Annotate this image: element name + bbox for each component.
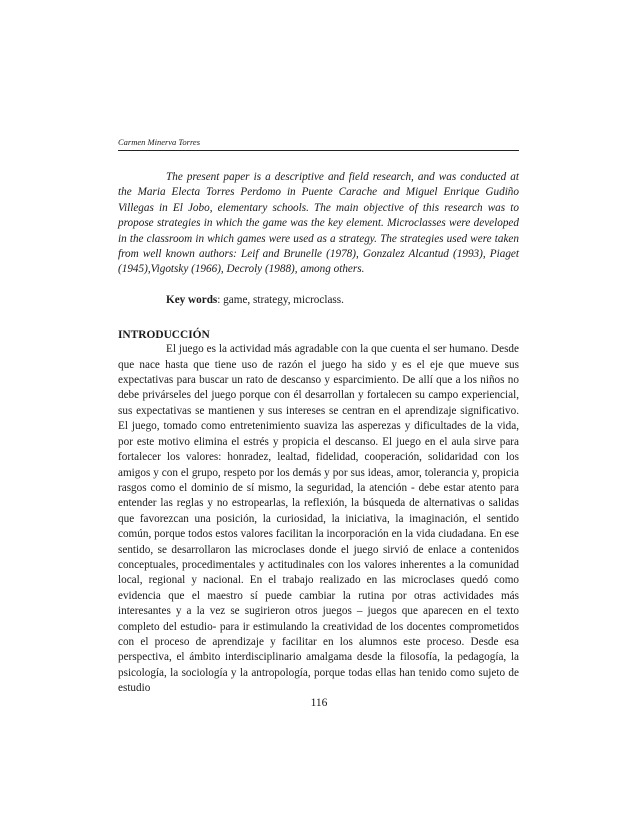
keywords-line [118,293,519,308]
page-content [118,170,519,697]
section-heading: INTRODUCCIÓN [118,329,210,342]
running-author: Carmen Minerva Torres [118,137,201,147]
running-header [118,137,519,151]
abstract-paragraph: The present paper is a descriptive and field research, and was conducted at the Maria Electa Torres Perdomo in Puente Carache and Miguel Enrique Gudiño Villegas in El Jobo, elementary schools. The main objective of this research was to propose strategies in which the game was the key element. Microclasses were developed in the classroom in which games were used as a strategy. The strategies used were taken from well known authors: Leif and Brunelle (1978), Gonzalez Alcantud (1993), Piaget (1945),Vigotsky (1966), Decroly (1988), among others. [118,171,519,276]
keywords-text: : game, strategy, microclass. [217,293,344,306]
keywords-label: Key words [166,293,218,306]
body-paragraph: El juego es la actividad más agradable con la que cuenta el ser humano. Desde que nace hasta que tiene uso de razón el juego ha sido y es el eje que mueve sus expectativas para buscar un rato de descanso y esparcimiento. De allí que a los niños no debe privárseles del juego porque con él desarrollan y fortalecen su campo experiencial, sus expectativas se mantienen y sus intereses se centran en el aprendizaje significativo. El juego, tomado como entretenimiento suaviza las asperezas y dificultades de la vida, por este motivo elimina el estrés y propicia el descanso. El juego en el aula sirve para fortalecer los valores: honradez, lealtad, fidelidad, cooperación, solidaridad con los amigos y con el grupo, respeto por los demás y por sus ideas, amor, tolerancia y, propicia rasgos como el dominio de sí mismo, la seguridad, la atención - debe estar atento para entender las reglas y no estropearlas, la reflexión, la búsqueda de alternativas o salidas que favorezcan una posición, la curiosidad, la iniciativa, la imaginación, el sentido común, porque todos estos valores facilitan la incorporación en la vida ciudadana. En ese sentido, se desarrollaron las microclases donde el juego sirvió de enlace a contenidos conceptuales, procedimentales y actitudinales con los valores inherentes a la comunidad local, regional y nacional. En el trabajo realizado en las microclases quedó como evidencia que el maestro sí puede cambiar la rutina por otras actividades más interesantes y a la vez se sugirieron otros juegos – juegos que aparecen en el texto completo del estudio- para ir estimulando la creatividad de los docentes comprometidos con el proceso de aprendizaje y facilitar en los alumnos este proceso. Desde esa perspectiva, el ámbito interdisciplinario amalgama desde la filosofía, la pedagogía, la psicología, la sociología y la antropología, porque todas ellas han tenido como sujeto de estudio [118,343,519,695]
page-number: 116 [310,697,328,709]
